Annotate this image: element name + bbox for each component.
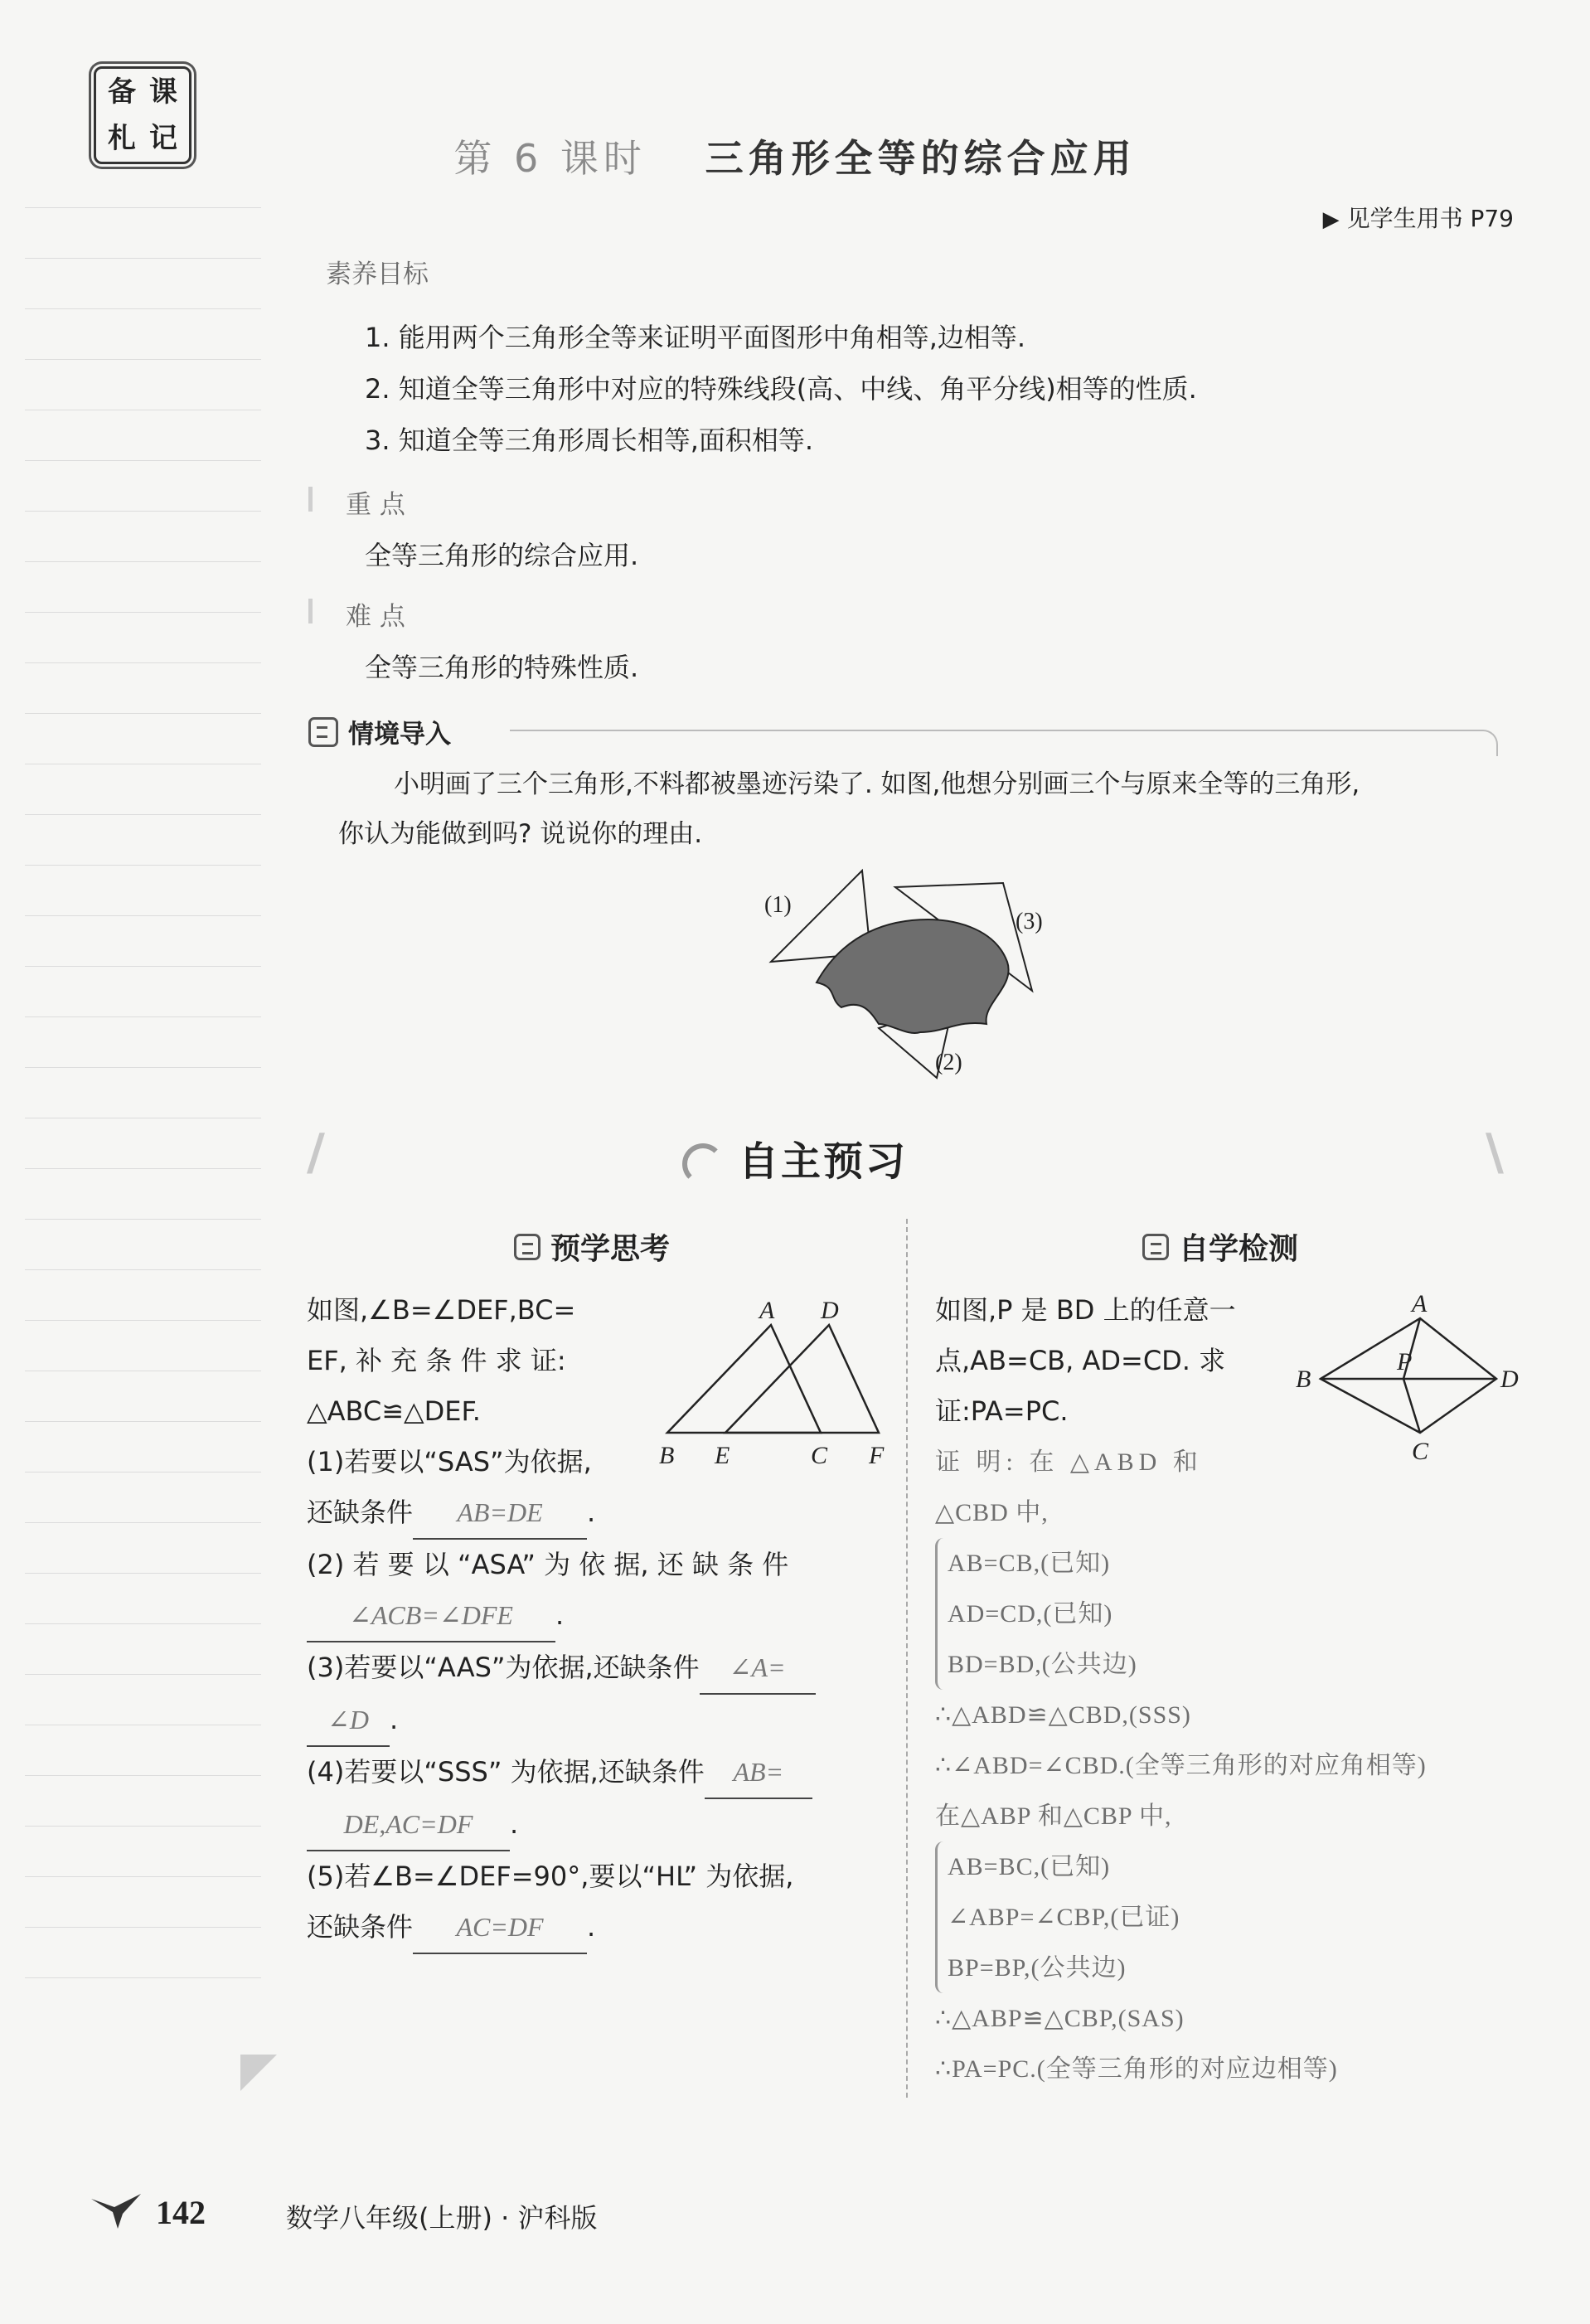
left-intro-line: 如图,∠B=∠DEF,BC= <box>307 1294 576 1326</box>
key-point-label: 重 点 <box>346 490 405 520</box>
lesson-number: 第 6 课时 <box>453 136 647 181</box>
notes-rule-line <box>25 258 261 259</box>
situation-text-1: 小明画了三个三角形,不料都被墨迹污染了. 如图,他想分别画三个与原来全等的三角形, <box>394 769 1360 799</box>
answer-blank: ∠D <box>307 1695 390 1747</box>
proof-line: ∴△ABP≌△CBP,(SAS) <box>935 2005 1185 2032</box>
fig-label: D <box>1500 1366 1519 1393</box>
right-heading-text: 自学检测 <box>1179 1232 1299 1266</box>
proof-block <box>935 1437 1565 2094</box>
notes-rule-line <box>25 207 261 208</box>
fig-label: A <box>759 1297 775 1324</box>
quadrilateral-abcd <box>1321 1318 1496 1433</box>
situation-text-2: 你认为能做到吗? 说说你的理由. <box>338 819 703 849</box>
banner-text: 自主预习 <box>738 1138 908 1185</box>
notes-rule-line <box>25 1826 261 1827</box>
book-icon <box>514 1234 541 1260</box>
notes-rule-line <box>25 511 261 512</box>
proof-brace-group <box>935 1538 1565 1690</box>
notes-rule-line <box>25 561 261 562</box>
situation-heading <box>308 713 451 750</box>
goal-item: 1. 能用两个三角形全等来证明平面图形中角相等,边相等. <box>365 322 1026 353</box>
proof-line: ∴PA=PC.(全等三角形的对应边相等) <box>935 2055 1338 2083</box>
left-q5b: 还缺条件 <box>307 1911 414 1943</box>
right-heading <box>1142 1225 1298 1268</box>
left-q1b: 还缺条件 <box>307 1497 414 1528</box>
proof-line: ∠ABP=∠CBP,(已证) <box>948 1904 1180 1931</box>
notes-rule-line <box>25 1775 261 1776</box>
notes-rule-line <box>25 1219 261 1220</box>
notes-rule-line <box>25 713 261 714</box>
left-intro-line: △ABC≌△DEF. <box>307 1395 481 1427</box>
right-question <box>935 1285 1300 1437</box>
proof-line: AB=CB,(已知) <box>948 1550 1111 1577</box>
banner-slash-left: / <box>307 1123 325 1181</box>
answer-blank: AB=DE <box>413 1487 587 1540</box>
fig-label: (1) <box>764 892 792 918</box>
left-heading <box>514 1225 670 1268</box>
situation-rule <box>510 730 1498 756</box>
notes-rule-line <box>25 814 261 815</box>
notes-rule-line <box>25 1876 261 1877</box>
fig-label: (3) <box>1016 909 1043 934</box>
page-number: 142 <box>156 2194 206 2231</box>
fig-label: (2) <box>935 1050 962 1075</box>
proof-line: AB=BC,(已知) <box>948 1853 1111 1880</box>
fig-label: P <box>1397 1348 1413 1375</box>
stamp-char: 记 <box>149 122 177 155</box>
notes-rule-line <box>25 1573 261 1574</box>
right-intro-line: 证:PA=PC. <box>935 1395 1069 1427</box>
key-point-text: 全等三角形的综合应用. <box>365 540 639 571</box>
ink-blot-figure <box>746 854 1094 1094</box>
notes-rule-line <box>25 359 261 360</box>
notes-rule-line <box>25 1067 261 1068</box>
right-intro-line: 如图,P 是 BD 上的任意一 <box>935 1294 1236 1326</box>
left-q4-line <box>307 1747 904 1799</box>
proof-line: △CBD 中, <box>935 1499 1049 1526</box>
page-title <box>0 129 1590 183</box>
proof-line: 在△ABP 和△CBP 中, <box>935 1802 1172 1830</box>
notes-rule-line <box>25 1522 261 1523</box>
lesson-title: 三角形全等的综合应用 <box>705 136 1137 181</box>
stamp-char: 课 <box>149 75 177 109</box>
notes-rule-line <box>25 308 261 309</box>
book-icon <box>308 717 338 747</box>
left-q3: (3)若要以“AAS”为依据,还缺条件 <box>307 1652 700 1683</box>
fig-label: A <box>1412 1293 1428 1317</box>
left-q4-cont: DE,AC=DF . <box>307 1799 904 1851</box>
goals-label: 素养目标 <box>326 260 429 289</box>
proof-line: BP=BP,(公共边) <box>948 1954 1127 1982</box>
notes-rule-line <box>25 1472 261 1473</box>
left-q1: (1)若要以“SAS”为依据, <box>307 1446 592 1477</box>
notes-rule-line <box>25 1623 261 1624</box>
swirl-icon <box>682 1143 724 1185</box>
notes-rule-line <box>25 612 261 613</box>
proof-line: AD=CD,(已知) <box>948 1600 1113 1628</box>
left-q3-cont: ∠D . <box>307 1695 904 1747</box>
left-q2: (2) 若 要 以 “ASA” 为 依 据, 还 缺 条 件 <box>307 1549 789 1580</box>
left-q1-line: 还缺条件 AB=DE . <box>307 1487 904 1540</box>
fig-label: F <box>869 1442 885 1469</box>
proof-line: ∴△ABD≌△CBD,(SSS) <box>935 1701 1191 1729</box>
fig-label: B <box>659 1442 675 1469</box>
book-name: 数学八年级(上册) · 沪科版 <box>286 2202 598 2234</box>
notes-rule-line <box>25 1927 261 1928</box>
answer-blank: ∠ACB=∠DFE <box>307 1590 555 1642</box>
left-q2-line: ∠ACB=∠DFE . <box>307 1590 904 1642</box>
notes-rule-line <box>25 662 261 663</box>
notes-rule-line <box>25 966 261 967</box>
notes-rule-line <box>25 1320 261 1321</box>
left-q4: (4)若要以“SSS” 为依据,还缺条件 <box>307 1756 705 1788</box>
fig-label: B <box>1296 1366 1311 1393</box>
answer-blank: ∠A= <box>700 1642 816 1695</box>
notes-rule-line <box>25 1269 261 1270</box>
corner-decoration <box>240 2055 277 2091</box>
triangle-def <box>725 1325 879 1433</box>
fig-label: E <box>715 1442 730 1469</box>
notes-rule-line <box>25 865 261 866</box>
fig-label: C <box>811 1442 828 1469</box>
ink-blot <box>817 919 1009 1033</box>
stamp-char: 备 <box>108 75 136 109</box>
notes-rule-line <box>25 460 261 461</box>
goal-item: 3. 知道全等三角形周长相等,面积相等. <box>365 425 814 456</box>
column-divider <box>906 1219 908 2098</box>
left-heading-text: 预学思考 <box>550 1232 671 1266</box>
answer-blank: DE,AC=DF <box>307 1799 510 1851</box>
section-bar <box>308 599 313 623</box>
section-bar <box>308 487 313 512</box>
proof-line: 证 明: 在 △ABD 和 <box>935 1448 1203 1476</box>
triangle-abc <box>667 1325 821 1433</box>
left-intro-line: EF, 补 充 条 件 求 证: <box>307 1345 566 1376</box>
situation-label: 情境导入 <box>348 720 451 750</box>
left-triangles-figure <box>655 1293 904 1476</box>
left-q5: (5)若∠B=∠DEF=90°,要以“HL” 为依据, <box>307 1861 794 1892</box>
preview-banner <box>0 1129 1590 1186</box>
answer-blank: AC=DF <box>413 1902 587 1954</box>
right-intro-line: 点,AB=CB, AD=CD. 求 <box>935 1345 1226 1376</box>
notes-rule-line <box>25 1016 261 1017</box>
banner-slash-right: \ <box>1486 1123 1504 1181</box>
notes-rule-line <box>25 1674 261 1675</box>
see-book-ref <box>1323 201 1514 234</box>
left-q3-line <box>307 1642 904 1695</box>
difficulty-label: 难 点 <box>346 602 405 632</box>
answer-blank: AB= <box>705 1747 812 1799</box>
check-icon <box>1142 1234 1169 1260</box>
notes-margin <box>25 207 261 2031</box>
fig-label: C <box>1412 1438 1429 1465</box>
goal-item: 2. 知道全等三角形中对应的特殊线段(高、中线、角平分线)相等的性质. <box>365 373 1197 405</box>
difficulty-text: 全等三角形的特殊性质. <box>365 652 639 683</box>
footer-bird-icon <box>90 2189 148 2230</box>
notes-rule-line <box>25 915 261 916</box>
see-book-text: 见学生用书 P79 <box>1346 205 1514 232</box>
proof-line: BD=BD,(公共边) <box>948 1651 1137 1678</box>
play-triangle-icon: ▶ <box>1322 207 1340 232</box>
proof-line: ∴∠ABD=∠CBD.(全等三角形的对应角相等) <box>935 1752 1427 1779</box>
left-q5-line: 还缺条件 AC=DF . <box>307 1902 904 1954</box>
stamp-char: 札 <box>108 122 136 155</box>
notes-rule-line <box>25 1421 261 1422</box>
fig-label: D <box>821 1297 839 1324</box>
proof-brace-group <box>935 1841 1565 1993</box>
notes-rule-line <box>25 1977 261 1978</box>
